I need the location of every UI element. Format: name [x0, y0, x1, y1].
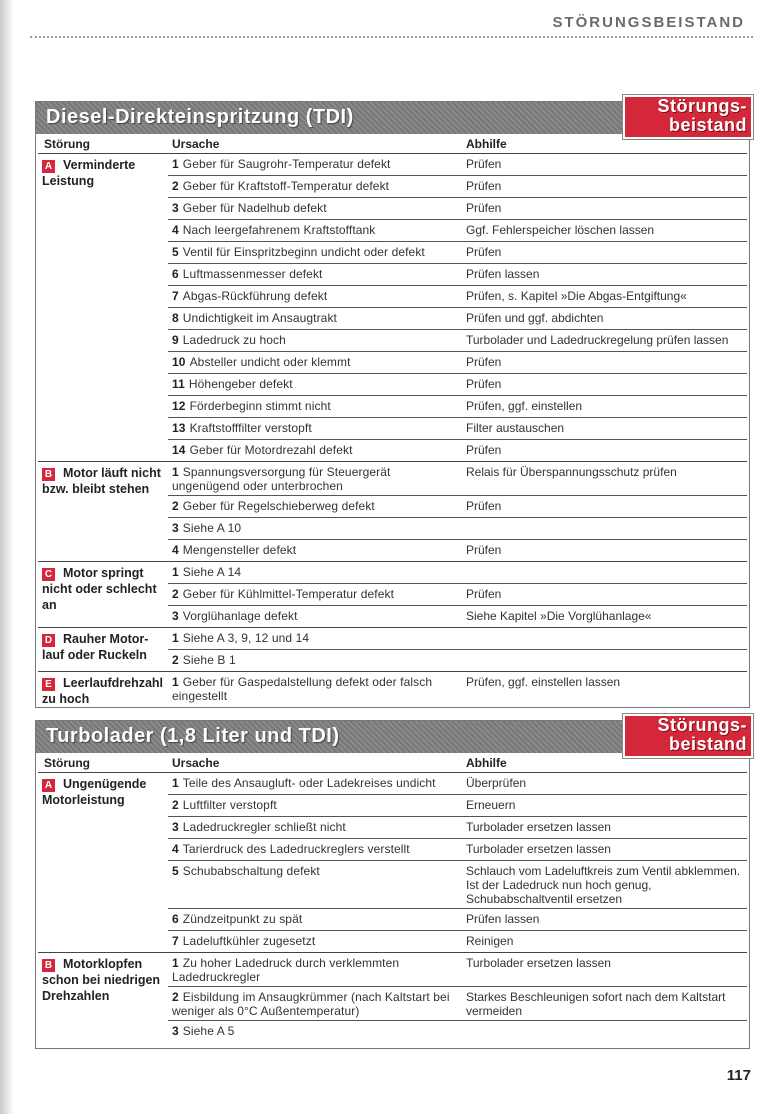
fault-letter-badge: A: [42, 779, 55, 792]
cause-number: 2: [172, 653, 179, 667]
remedy-cell: Prüfen und ggf. abdichten: [466, 311, 604, 325]
cause-number: 3: [172, 521, 179, 535]
table-row: [168, 606, 747, 627]
fault-label: [42, 675, 170, 707]
cause-text: Höhengeber defekt: [188, 377, 293, 391]
fault-label: [42, 565, 170, 613]
cause-number: 3: [172, 1024, 179, 1038]
table-row: [168, 154, 747, 176]
cause-number: 12: [172, 399, 186, 413]
cause-cell: [168, 308, 464, 329]
cause-number: 2: [172, 798, 179, 812]
table-row: [168, 396, 747, 418]
cause-cell: [168, 817, 464, 838]
section-title-bar: [36, 715, 749, 754]
fault-label-line: schon bei niedrigen: [42, 973, 161, 987]
cause-number: 1: [172, 465, 179, 479]
fault-label-line: Drehzahlen: [42, 989, 110, 1003]
table-row: [168, 672, 747, 705]
table-row: [168, 1021, 747, 1042]
cause-text: Geber für Nadelhub defekt: [182, 201, 327, 215]
cause-text: Absteller undicht oder klemmt: [189, 355, 351, 369]
fault-label: [42, 157, 170, 189]
table-row: [168, 264, 747, 286]
table-row: [168, 839, 747, 861]
cause-text: Geber für Saugrohr-Temperatur defekt: [182, 157, 391, 171]
cause-number: 4: [172, 543, 179, 557]
section-title: Diesel-Direkteinspritzung (TDI): [46, 106, 354, 128]
cause-text: Siehe B 1: [182, 653, 236, 667]
stoerungsbeistand-badge: [623, 714, 753, 758]
remedy-cell: Turbolader und Ladedruckregelung prüfen lassen: [466, 333, 729, 347]
cause-cell: [168, 839, 464, 860]
table-row: [168, 496, 747, 518]
cause-text: Schubabschaltung defekt: [182, 864, 320, 878]
cause-number: 7: [172, 289, 179, 303]
remedy-cell: Prüfen: [466, 377, 502, 391]
fault-groups: [36, 154, 749, 705]
remedy-cell: Prüfen: [466, 157, 502, 171]
remedy-cell: Prüfen: [466, 355, 502, 369]
fault-group: [38, 562, 747, 628]
cause-cell: [168, 264, 464, 285]
cause-cell: [168, 562, 464, 583]
cause-cell: [168, 672, 464, 705]
cause-text: Siehe A 5: [182, 1024, 235, 1038]
page-edge-shadow: [0, 0, 14, 1114]
remedy-cell: Prüfen: [466, 443, 502, 457]
remedy-cell: Turbolader ersetzen lassen: [466, 842, 611, 856]
cause-cell: [168, 773, 464, 794]
cause-number: 1: [172, 776, 179, 790]
cause-text: Geber für Motordrezahl defekt: [189, 443, 353, 457]
cause-text: Siehe A 10: [182, 521, 242, 535]
fault-label: [42, 956, 170, 1004]
table-row: [168, 909, 747, 931]
cause-cell: [168, 286, 464, 307]
cause-text: Zündzeitpunkt zu spät: [182, 912, 303, 926]
remedy-cell: [464, 650, 747, 671]
fault-label-line: Motor springt: [63, 566, 144, 580]
fault-label-line: Verminderte: [63, 158, 136, 172]
table-row: [168, 308, 747, 330]
remedy-cell: Relais für Überspannungsschutz prüfen: [466, 465, 677, 479]
column-header-stoerung: Störung: [44, 137, 90, 151]
remedy-cell: Ggf. Fehlerspeicher löschen lassen: [466, 223, 655, 237]
cause-number: 10: [172, 355, 186, 369]
cause-rows: [168, 562, 747, 627]
remedy-cell: Turbolader ersetzen lassen: [466, 956, 611, 970]
cause-number: 1: [172, 675, 179, 689]
fault-label: [42, 465, 170, 497]
fault-label-line: Motorleistung: [42, 793, 125, 807]
remedy-cell: Prüfen: [466, 587, 502, 601]
cause-cell: [168, 795, 464, 816]
remedy-cell: Überprüfen: [466, 776, 527, 790]
cause-number: 2: [172, 587, 179, 601]
cause-text: Tarierdruck des Ladedruckreglers verstellt: [182, 842, 410, 856]
table-row: [168, 462, 747, 496]
cause-rows: [168, 628, 747, 671]
cause-number: 3: [172, 609, 179, 623]
remedy-cell: Prüfen: [466, 201, 502, 215]
fault-label-line: Motor läuft nicht: [63, 466, 161, 480]
cause-text: Geber für Kraftstoff-Temperatur defekt: [182, 179, 390, 193]
cause-text: Luftfilter verstopft: [182, 798, 277, 812]
fault-letter-badge: B: [42, 959, 55, 972]
column-headers: [38, 134, 747, 154]
cause-text: Mengensteller defekt: [182, 543, 297, 557]
cause-number: 6: [172, 267, 179, 281]
fault-label-line: Ungenügende: [63, 777, 147, 791]
cause-cell: [168, 584, 464, 605]
cause-number: 11: [172, 377, 185, 391]
fault-letter-badge: D: [42, 634, 55, 647]
remedy-cell: Prüfen: [466, 543, 502, 557]
cause-text: Eisbildung im Ansaugkrümmer (nach Kaltstart bei weniger als 0°C Außentemperatur): [172, 990, 450, 1018]
fault-letter-badge: C: [42, 568, 55, 581]
cause-number: 9: [172, 333, 179, 347]
cause-number: 2: [172, 990, 179, 1004]
cause-cell: [168, 242, 464, 263]
fault-label-line: lauf oder Ruckeln: [42, 648, 147, 662]
column-headers: [38, 753, 747, 773]
remedy-cell: Reinigen: [466, 934, 514, 948]
cause-text: Siehe A 14: [182, 565, 242, 579]
fault-group: [38, 672, 747, 705]
cause-cell: [168, 176, 464, 197]
section-title-bar: [36, 96, 749, 135]
cause-cell: [168, 440, 464, 461]
remedy-cell: Prüfen lassen: [466, 267, 540, 281]
remedy-cell: [464, 518, 747, 539]
table-row: [168, 540, 747, 561]
cause-cell: [168, 518, 464, 539]
table-row: [168, 374, 747, 396]
remedy-cell: Prüfen, ggf. einstellen: [466, 399, 583, 413]
fault-group: [38, 462, 747, 562]
remedy-cell: [464, 1021, 747, 1042]
section-tdi: [35, 96, 750, 708]
page-header-title: STÖRUNGSBEISTAND: [552, 14, 745, 31]
table-row: [168, 987, 747, 1021]
cause-cell: [168, 606, 464, 627]
table-row: [168, 931, 747, 952]
table-row: [168, 628, 747, 650]
fault-label-line: Leistung: [42, 174, 95, 188]
cause-cell: [168, 540, 464, 561]
table-row: [168, 286, 747, 308]
fault-letter-badge: A: [42, 160, 55, 173]
cause-text: Zu hoher Ladedruck durch verklemmten Ladedruckregler: [172, 956, 400, 984]
badge-line-2: beistand: [668, 734, 747, 754]
cause-text: Ladeluftkühler zugesetzt: [182, 934, 316, 948]
cause-text: Teile des Ansaugluft- oder Ladekreises undicht: [182, 776, 436, 790]
remedy-cell: Siehe Kapitel »Die Vorglühanlage«: [466, 609, 652, 623]
table-row: [168, 650, 747, 671]
cause-cell: [168, 374, 464, 395]
fault-label: [42, 776, 170, 808]
column-header-abhilfe: Abhilfe: [466, 756, 507, 770]
cause-rows: [168, 953, 747, 1042]
remedy-cell: Filter austauschen: [466, 421, 565, 435]
table-row: [168, 861, 747, 909]
cause-text: Geber für Kühlmittel-Temperatur defekt: [182, 587, 395, 601]
table-row: [168, 773, 747, 795]
cause-cell: [168, 909, 464, 930]
cause-text: Spannungsversorgung für Steuergerät ungenügend oder unterbrochen: [172, 465, 391, 493]
cause-number: 2: [172, 499, 179, 513]
remedy-cell: Prüfen: [466, 245, 502, 259]
cause-text: Förderbeginn stimmt nicht: [189, 399, 331, 413]
cause-text: Ventil für Einspritzbeginn undicht oder defekt: [182, 245, 425, 259]
remedy-cell: Schlauch vom Ladeluftkreis zum Ventil abklemmen. Ist der Ladedruck nun hoch genug, Schubabschaltventil ersetzen: [466, 864, 741, 906]
column-header-ursache: Ursache: [172, 137, 220, 151]
cause-number: 3: [172, 201, 179, 215]
cause-number: 1: [172, 956, 179, 970]
fault-groups: [36, 773, 749, 1042]
fault-label-line: Rauher Motor-: [63, 632, 149, 646]
cause-cell: [168, 220, 464, 241]
cause-number: 1: [172, 157, 179, 171]
remedy-cell: Prüfen lassen: [466, 912, 540, 926]
table-row: [168, 795, 747, 817]
column-header-stoerung: Störung: [44, 756, 90, 770]
cause-rows: [168, 462, 747, 561]
table-row: [168, 418, 747, 440]
cause-cell: [168, 650, 464, 671]
cause-number: 5: [172, 245, 179, 259]
remedy-cell: [464, 562, 747, 583]
cause-text: Geber für Gaspedalstellung defekt oder falsch eingestellt: [172, 675, 433, 703]
fault-label: [42, 631, 170, 663]
page-header: [30, 14, 753, 38]
cause-text: Geber für Regelschieberweg defekt: [182, 499, 375, 513]
cause-number: 4: [172, 223, 179, 237]
table-row: [168, 220, 747, 242]
cause-number: 4: [172, 842, 179, 856]
stoerungsbeistand-badge: [623, 95, 753, 139]
cause-text: Undichtigkeit im Ansaugtrakt: [182, 311, 337, 325]
cause-cell: [168, 953, 464, 986]
cause-text: Ladedruck zu hoch: [182, 333, 286, 347]
fault-letter-badge: E: [42, 678, 55, 691]
table-row: [168, 352, 747, 374]
fault-letter-badge: B: [42, 468, 55, 481]
table-row: [168, 176, 747, 198]
fault-label-line: an: [42, 598, 57, 612]
fault-group: [38, 154, 747, 462]
table-row: [168, 330, 747, 352]
column-header-ursache: Ursache: [172, 756, 220, 770]
table-row: [168, 584, 747, 606]
cause-cell: [168, 330, 464, 351]
fault-label-line: bzw. bleibt stehen: [42, 482, 150, 496]
cause-text: Vorglühanlage defekt: [182, 609, 298, 623]
fault-group: [38, 773, 747, 953]
table-row: [168, 242, 747, 264]
cause-text: Kraftstofffilter verstopft: [189, 421, 312, 435]
remedy-cell: Turbolader ersetzen lassen: [466, 820, 611, 834]
remedy-cell: Starkes Beschleunigen sofort nach dem Kaltstart vermeiden: [466, 990, 726, 1018]
remedy-cell: Erneuern: [466, 798, 516, 812]
fault-label-line: Motorklopfen: [63, 957, 143, 971]
cause-cell: [168, 154, 464, 175]
remedy-cell: Prüfen: [466, 179, 502, 193]
cause-number: 1: [172, 565, 179, 579]
badge-line-1: Störungs-: [657, 715, 747, 735]
cause-number: 13: [172, 421, 186, 435]
cause-cell: [168, 1021, 464, 1042]
table-row: [168, 953, 747, 987]
fault-label-line: Leerlaufdrehzahl: [63, 676, 164, 690]
cause-text: Ladedruckregler schließt nicht: [182, 820, 346, 834]
cause-cell: [168, 418, 464, 439]
cause-number: 1: [172, 631, 179, 645]
cause-cell: [168, 628, 464, 649]
cause-cell: [168, 396, 464, 417]
remedy-cell: Prüfen, ggf. einstellen lassen: [466, 675, 621, 689]
column-header-abhilfe: Abhilfe: [466, 137, 507, 151]
cause-rows: [168, 672, 747, 705]
cause-rows: [168, 773, 747, 952]
cause-number: 7: [172, 934, 179, 948]
cause-cell: [168, 198, 464, 219]
remedy-cell: [464, 628, 747, 649]
section-turbo: [35, 715, 750, 1049]
cause-text: Nach leergefahrenem Kraftstofftank: [182, 223, 376, 237]
cause-text: Siehe A 3, 9, 12 und 14: [182, 631, 310, 645]
cause-text: Luftmassenmesser defekt: [182, 267, 323, 281]
fault-group: [38, 953, 747, 1042]
badge-line-2: beistand: [668, 115, 747, 135]
cause-cell: [168, 462, 464, 495]
cause-number: 6: [172, 912, 179, 926]
badge-line-1: Störungs-: [657, 96, 747, 116]
remedy-cell: Prüfen, s. Kapitel »Die Abgas-Entgiftung«: [466, 289, 687, 303]
table-row: [168, 518, 747, 540]
table-row: [168, 198, 747, 220]
cause-cell: [168, 861, 464, 908]
cause-number: 3: [172, 820, 179, 834]
section-title: Turbolader (1,8 Liter und TDI): [46, 725, 340, 747]
cause-cell: [168, 352, 464, 373]
cause-text: Abgas-Rückführung defekt: [182, 289, 328, 303]
cause-cell: [168, 987, 464, 1020]
table-row: [168, 562, 747, 584]
cause-number: 8: [172, 311, 179, 325]
fault-label-line: zu hoch: [42, 692, 90, 706]
page-number: 117: [726, 1067, 751, 1084]
cause-cell: [168, 496, 464, 517]
fault-label-line: nicht oder schlecht: [42, 582, 157, 596]
table-row: [168, 817, 747, 839]
cause-number: 5: [172, 864, 179, 878]
fault-group: [38, 628, 747, 672]
cause-number: 14: [172, 443, 186, 457]
cause-rows: [168, 154, 747, 461]
table-row: [168, 440, 747, 461]
cause-number: 2: [172, 179, 179, 193]
remedy-cell: Prüfen: [466, 499, 502, 513]
cause-cell: [168, 931, 464, 952]
